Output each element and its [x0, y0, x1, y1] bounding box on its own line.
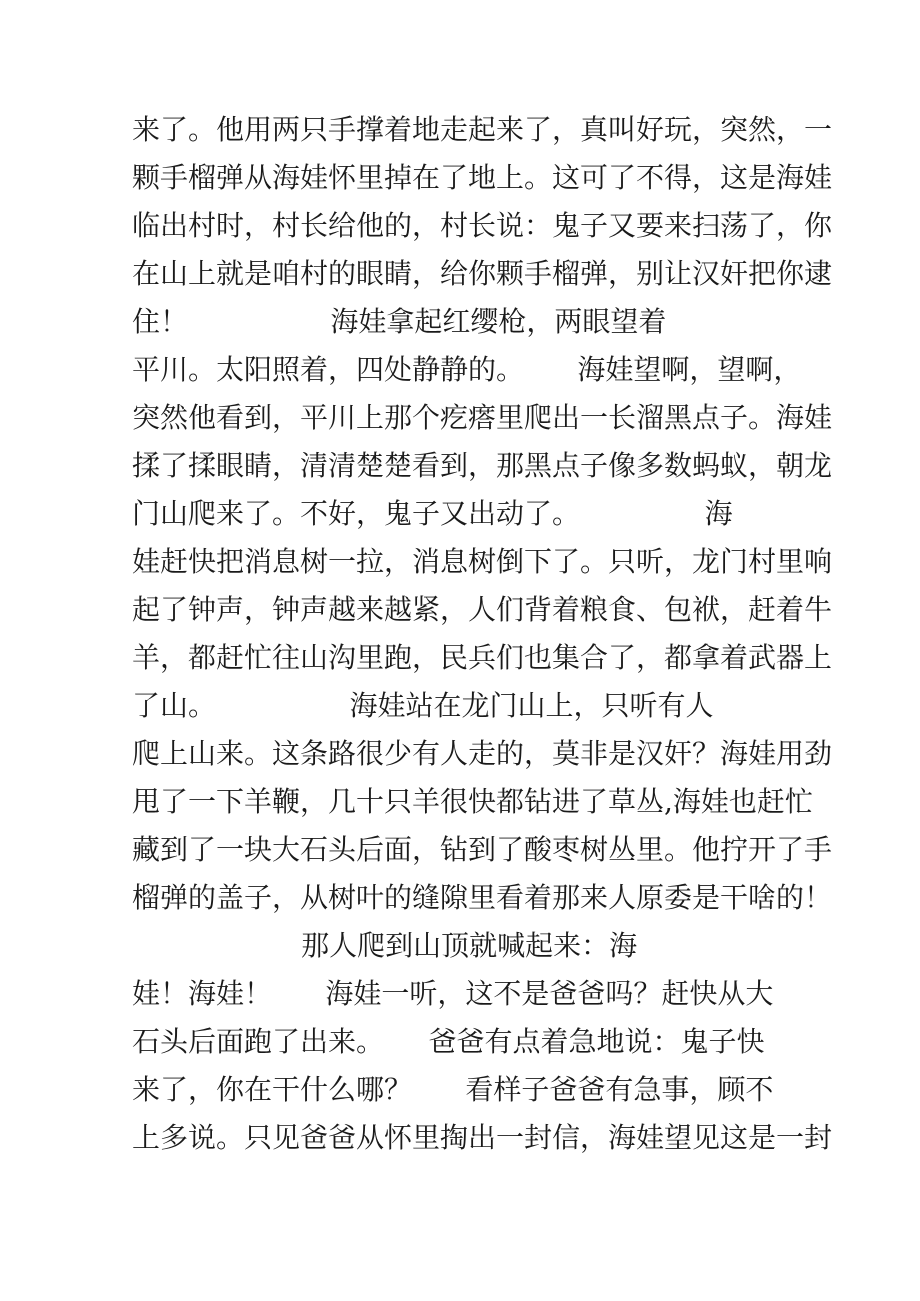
text-line: 来了。他用两只手撑着地走起来了，真叫好玩，突然，一	[132, 113, 833, 146]
text-line: 娃！海娃！ 海娃一听，这不是爸爸吗？赶快从大	[132, 977, 774, 1010]
text-line: 石头后面跑了出来。 爸爸有点着急地说：鬼子快	[132, 1025, 765, 1058]
text-line: 平川。太阳照着，四处静静的。 海娃望啊，望啊，	[132, 353, 802, 386]
text-line: 来了，你在干什么哪？ 看样子爸爸有急事，顾不	[132, 1073, 774, 1106]
text-line: 羊，都赶忙往山沟里跑，民兵们也集合了，都拿着武器上	[132, 641, 833, 674]
text-line: 藏到了一块大石头后面，钻到了酸枣树丛里。他拧开了手	[132, 833, 833, 866]
text-line: 在山上就是咱村的眼睛，给你颗手榴弹，别让汉奸把你逮	[132, 257, 833, 290]
text-line: 突然他看到，平川上那个疙瘩里爬出一长溜黑点子。海娃	[132, 401, 833, 434]
text-line: 那人爬到山顶就喊起来：海	[132, 929, 638, 962]
text-line: 颗手榴弹从海娃怀里掉在了地上。这可了不得，这是海娃	[132, 161, 833, 194]
text-line: 临出村时，村长给他的，村长说：鬼子又要来扫荡了，你	[132, 209, 833, 242]
text-line: 娃赶快把消息树一拉，消息树倒下了。只听，龙门村里响	[132, 545, 833, 578]
text-line: 上多说。只见爸爸从怀里掏出一封信，海娃望见这是一封	[132, 1121, 833, 1154]
text-line: 起了钟声，钟声越来越紧，人们背着粮食、包袱，赶着牛	[132, 593, 833, 626]
text-line: 榴弹的盖子，从树叶的缝隙里看着那来人原委是干啥的！	[132, 881, 833, 914]
text-line: 住！ 海娃拿起红缨枪，两眼望着	[132, 305, 667, 338]
text-line: 爬上山来。这条路很少有人走的，莫非是汉奸？海娃用劲	[132, 737, 833, 770]
text-line: 甩了一下羊鞭，几十只羊很快都钻进了草丛,海娃也赶忙	[132, 785, 813, 818]
text-line: 揉了揉眼睛，清清楚楚看到，那黑点子像多数蚂蚁，朝龙	[132, 449, 833, 482]
text-line: 门山爬来了。不好，鬼子又出动了。 海	[132, 497, 733, 530]
text-line: 了山。 海娃站在龙门山上，只听有人	[132, 689, 714, 722]
